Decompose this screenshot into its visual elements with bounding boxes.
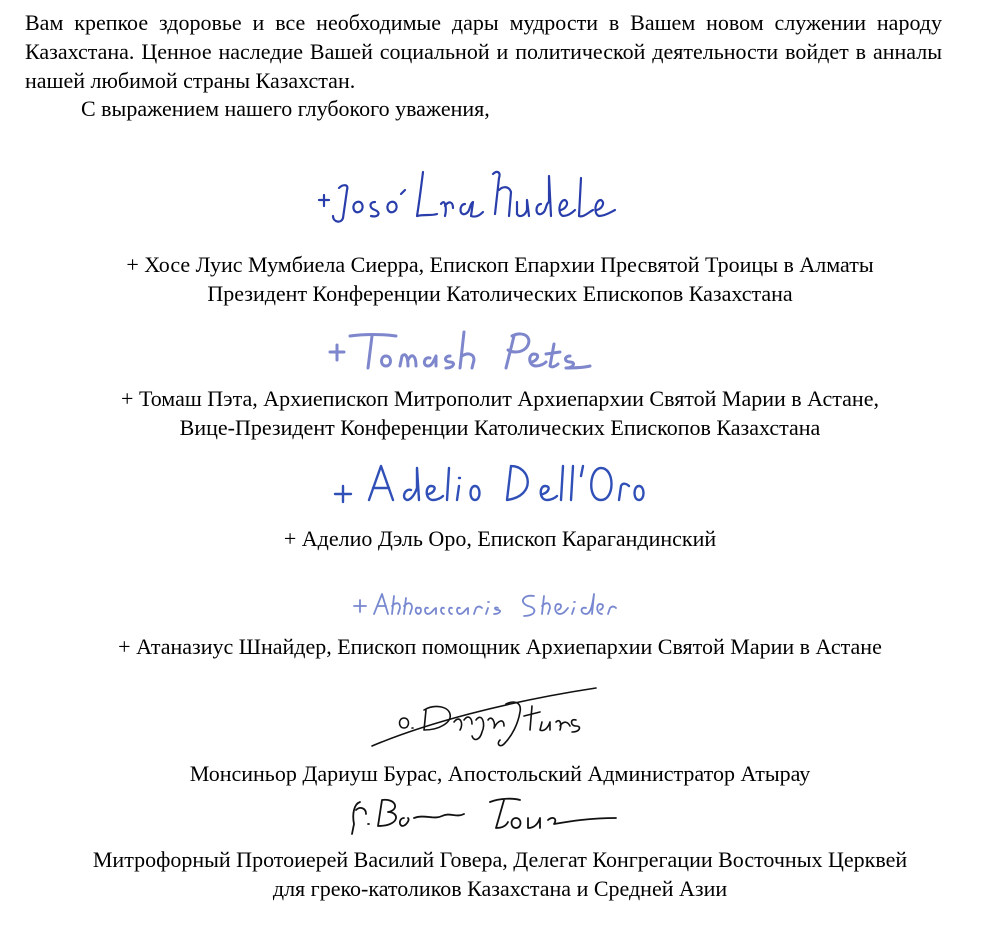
signatory-caption-3: [0, 524, 1000, 553]
signature-delloro: [325, 456, 645, 514]
signature-buras: [364, 684, 600, 754]
caption-line: + Аделио Дэль Оро, Епископ Карагандинский: [283, 526, 717, 551]
caption-line: + Томаш Пэта, Архиепископ Митрополит Архиепархии Святой Марии в Астане,: [121, 386, 879, 411]
signatory-caption-2: [0, 384, 1000, 442]
intro-paragraph: Вам крепкое здоровье и все необходимые дары мудрости в Вашем новом служении народу Казахстана. Ценное наследие Вашей социальной и политической деятельности войдет в анналы нашей любимой страны Казахстан.: [25, 10, 942, 93]
signature-hovera: [334, 788, 618, 838]
caption-line: Вице-Президент Конференции Католических Епископов Казахстана: [179, 415, 821, 440]
signature-schneider: [348, 588, 618, 624]
signature-peta: [320, 322, 600, 378]
caption-line: для греко-католиков Казахстана и Средней Азии: [272, 876, 728, 901]
caption-line: + Атаназиус Шнайдер, Епископ помощник Архиепархии Святой Марии в Астане: [118, 634, 882, 659]
caption-line: Президент Конференции Католических Епископов Казахстана: [207, 281, 793, 306]
closing-salutation: С выражением нашего глубокого уважения,: [81, 96, 490, 121]
signatory-caption-4: [0, 632, 1000, 661]
caption-line: Монсиньор Дариуш Бурас, Апостольский Администратор Атырау: [189, 761, 811, 786]
caption-line: + Хосе Луис Мумбиела Сиерра, Епископ Епархии Пресвятой Троицы в Алматы: [126, 252, 874, 277]
signatory-caption-5: [0, 759, 1000, 788]
signatory-caption-1: [0, 250, 1000, 308]
caption-line: Митрофорный Протоиерей Василий Говера, Делегат Конгрегации Восточных Церквей: [92, 847, 908, 872]
signature-mumbiela: [305, 160, 635, 232]
signatory-caption-6: [0, 845, 1000, 903]
